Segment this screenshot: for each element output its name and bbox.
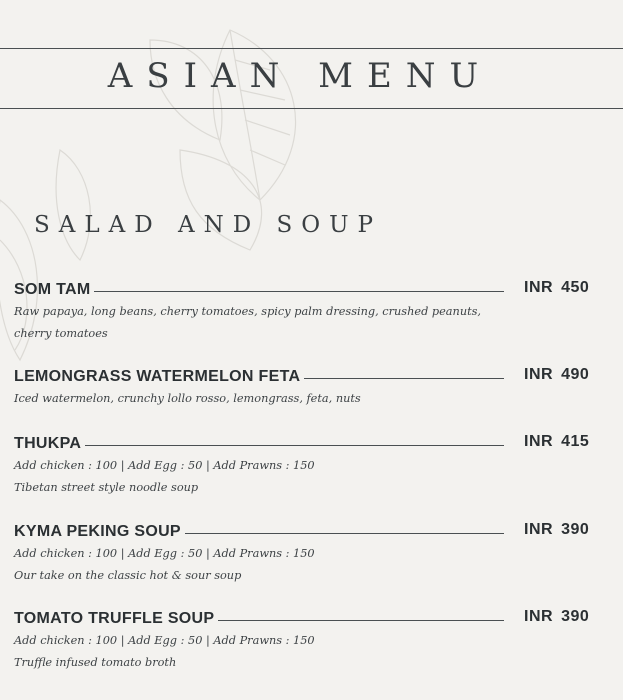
item-price: INR 390 <box>524 608 590 625</box>
leader-line <box>94 291 504 292</box>
item-name: SOM TAM <box>14 281 91 298</box>
item-name: TOMATO TRUFFLE SOUP <box>14 610 215 627</box>
item-name: THUKPA <box>14 435 82 452</box>
item-price: INR 490 <box>524 366 590 383</box>
menu-item-kyma-peking-soup <box>14 521 614 587</box>
item-price: INR 390 <box>524 521 590 538</box>
item-price: INR 415 <box>524 433 590 450</box>
item-description: Raw papaya, long beans, cherry tomatoes, spicy palm dressing, crushed peanuts, cherry tomatoes <box>14 305 482 340</box>
menu-item-lemongrass-watermelon-feta <box>14 366 614 410</box>
leader-line <box>85 445 504 446</box>
item-description: Add chicken : 100 | Add Egg : 50 | Add Prawns : 150 Our take on the classic hot & sour soup <box>14 547 315 582</box>
item-description: Add chicken : 100 | Add Egg : 50 | Add Prawns : 150 Tibetan street style noodle soup <box>14 459 315 494</box>
item-name: KYMA PEKING SOUP <box>14 523 181 540</box>
section-heading: SALAD AND SOUP <box>34 212 382 238</box>
menu-item-tomato-truffle-soup <box>14 608 614 674</box>
title-bottom-rule <box>0 108 623 109</box>
leader-line <box>218 620 504 621</box>
top-rule <box>0 48 623 49</box>
leader-line <box>304 378 504 379</box>
menu-item-thukpa <box>14 433 614 499</box>
item-name: LEMONGRASS WATERMELON FETA <box>14 368 301 385</box>
item-description: Add chicken : 100 | Add Egg : 50 | Add Prawns : 150 Truffle infused tomato broth <box>14 634 315 669</box>
menu-title: ASIAN MENU <box>107 56 493 96</box>
item-price: INR 450 <box>524 279 590 296</box>
leader-line <box>185 533 504 534</box>
item-description: Iced watermelon, crunchy lollo rosso, lemongrass, feta, nuts <box>14 392 361 405</box>
menu-item-som-tam <box>14 279 614 345</box>
